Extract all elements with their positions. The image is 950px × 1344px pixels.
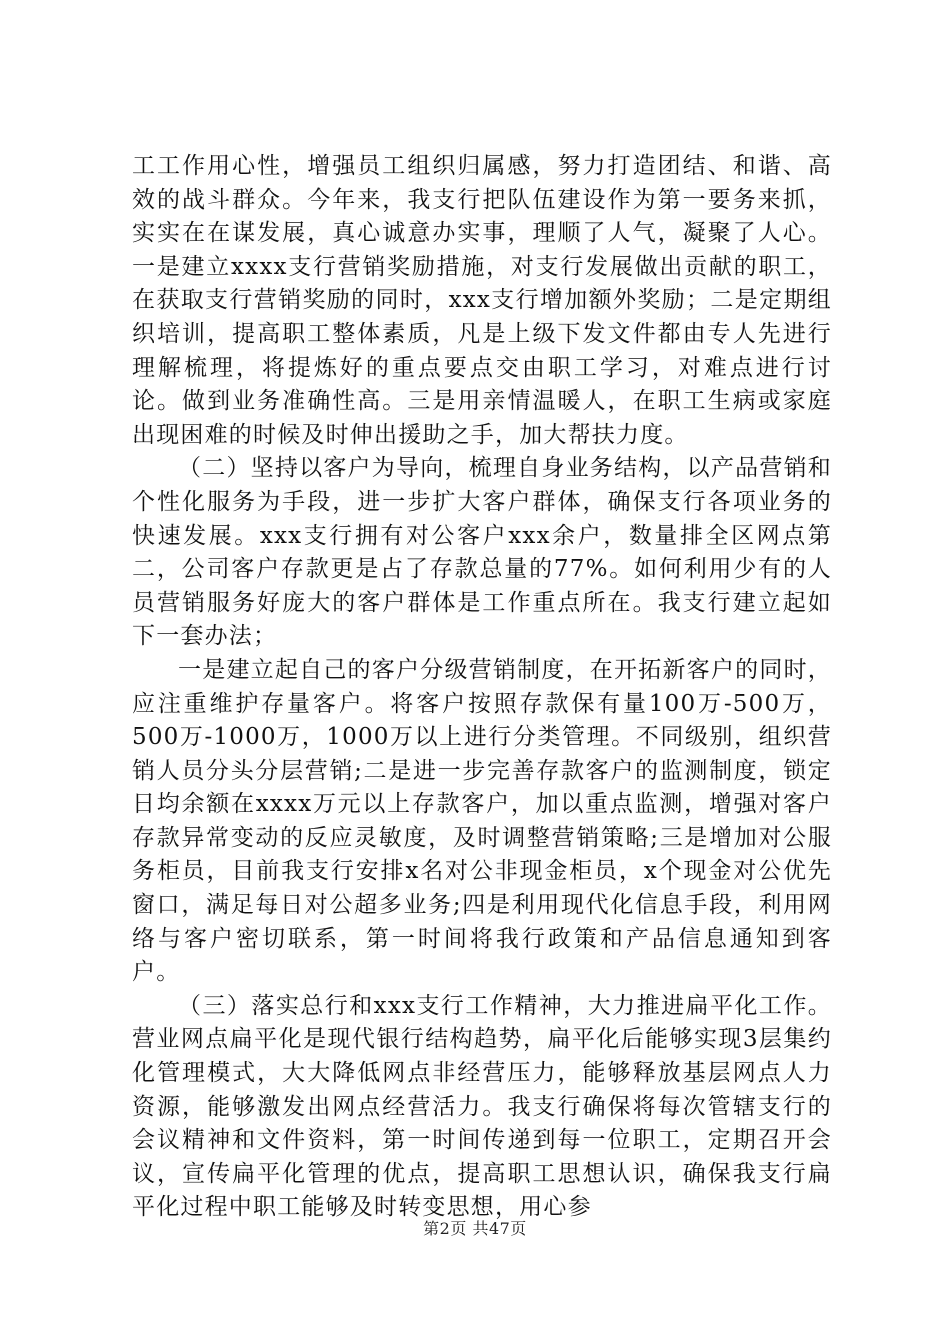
paragraph-measures: 一是建立起自己的客户分级营销制度，在开拓新客户的同时，应注重维护存量客户。将客户按照存款保有量100万-500万，500万-1000万，1000万以上进行分类管理。不同级别，组织营销人员分头分层营销;二是进一步完善存款客户的监测制度，锁定日均余额在xxxx万元以上存款客户，加以重点监测，增强对客户存款异常变动的反应灵敏度，及时调整营销策略;三是增加对公服务柜员，目前我支行安排x名对公非现金柜员，x个现金对公优先窗口，满足每日对公超多业务;四是利用现代化信息手段，利用网络与客户密切联系，第一时间将我行政策和产品信息通知到客户。 [132, 656, 832, 986]
paragraph-continuation: 工工作用心性，增强员工组织归属感，努力打造团结、和谐、高效的战斗群众。今年来，我支行把队伍建设作为第一要务来抓，实实在在谋发展，真心诚意办实事，理顺了人气，凝聚了人心。一是建立xxxx支行营销奖励措施，对支行发展做出贡献的职工，在获取支行营销奖励的同时，xxx支行增加额外奖励；二是定期组织培训，提高职工整体素质，凡是上级下发文件都由专人先进行理解梳理，将提炼好的重点要点交由职工学习，对难点进行讨论。做到业务准确性高。三是用亲情温暖人，在职工生病或家庭出现困难的时候及时伸出援助之手，加大帮扶力度。 [132, 153, 832, 448]
document-body [132, 150, 832, 1225]
paragraph-section-three: （三）落实总行和xxx支行工作精神，大力推进扁平化工作。营业网点扁平化是现代银行结构趋势，扁平化后能够实现3层集约化管理模式，大大降低网点非经营压力，能够释放基层网点人力资源，能够激发出网点经营活力。我支行确保将每次管辖支行的会议精神和文件资料，第一时间传递到每一位职工，定期召开会议，宣传扁平化管理的优点，提高职工思想认识，确保我支行扁平化过程中职工能够及时转变思想，用心参 [132, 992, 832, 1221]
page-footer: 第2页 共47页 [423, 1219, 527, 1238]
paragraph-section-two: （二）坚持以客户为导向，梳理自身业务结构，以产品营销和个性化服务为手段，进一步扩大客户群体，确保支行各项业务的快速发展。xxx支行拥有对公客户xxx余户，数量排全区网点第二，公司客户存款更是占了存款总量的77%。如何利用少有的人员营销服务好庞大的客户群体是工作重点所在。我支行建立起如下一套办法； [132, 455, 832, 650]
